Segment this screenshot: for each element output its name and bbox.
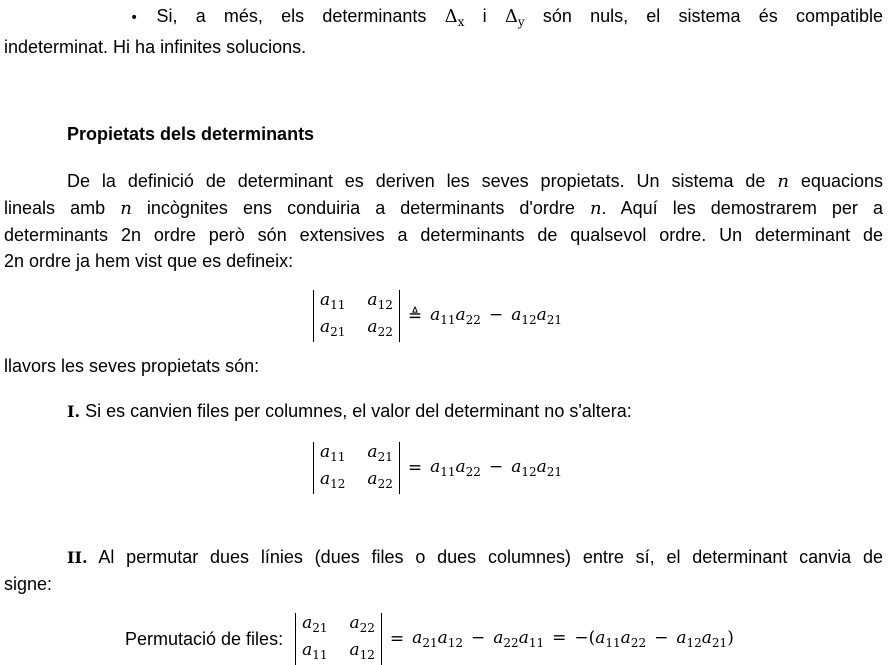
var-n: n bbox=[120, 198, 132, 219]
equals-symbol: = bbox=[407, 458, 423, 478]
permutation-label: Permutació de files: bbox=[125, 628, 284, 649]
var-n: n bbox=[589, 198, 602, 219]
var-n: n bbox=[777, 171, 789, 192]
equation-transpose bbox=[313, 442, 562, 494]
paragraph-line-1: De la definició de determinant es deriven les seves propietats. Un sistema de n equacions bbox=[67, 171, 883, 192]
equation-row-permutation bbox=[125, 613, 734, 665]
bullet-text-start: Si, a més, els determinants bbox=[156, 6, 427, 26]
paragraph-line-4: 2n ordre ja hem vist que es defineix: bbox=[4, 251, 294, 271]
determinant-matrix: $a_{11}$ $a_{21}$ $a_{12}$ $a_{22}$ bbox=[313, 442, 400, 494]
paragraph-line-3: determinants 2n ordre però són extensives a determinants de qualsevol ordre. Un determinant de bbox=[4, 225, 883, 245]
property-1-text: Si es canvien files per columnes, el valor del determinant no s'altera: bbox=[85, 401, 632, 421]
conjunction-i: i bbox=[482, 6, 487, 26]
properties-intro: llavors les seves propietats són: bbox=[4, 356, 260, 376]
property-2-number: II. bbox=[67, 548, 88, 567]
bullet-continuation: indeterminat. Hi ha infinites solucions. bbox=[4, 37, 307, 57]
section-heading: Propietats dels determinants bbox=[67, 124, 315, 144]
equation-determinant-definition bbox=[313, 290, 562, 342]
bullet-text-end: són nuls, el sistema és compatible bbox=[542, 6, 883, 26]
determinant-expansion: $a_{21}a_{12} - a_{22}a_{11} = -(a_{11}a_{22} - a_{12}a_{21})$ bbox=[412, 628, 734, 650]
bullet-line bbox=[130, 5, 883, 33]
determinant-expansion: $a_{11}a_{22} - a_{12}a_{21}$ bbox=[430, 305, 563, 327]
bullet-icon: • bbox=[130, 10, 139, 26]
defined-as-symbol: ≜ bbox=[407, 306, 423, 326]
delta-x: $\Delta_x$ bbox=[444, 6, 465, 29]
paragraph-line-2: lineals amb n incògnites ens conduiria a determinants d'ordre n. Aquí les demostrarem per a bbox=[4, 198, 883, 219]
property-2-continuation: signe: bbox=[4, 574, 53, 594]
delta-y: $\Delta_y$ bbox=[504, 6, 525, 29]
determinant-expansion: $a_{11}a_{22} - a_{12}a_{21}$ bbox=[430, 457, 563, 479]
property-1-number: I. bbox=[67, 402, 81, 421]
property-1 bbox=[67, 400, 888, 423]
property-2: II. Al permutar dues línies (dues files o dues columnes) entre sí, el determinant canvia de bbox=[67, 547, 884, 567]
determinant-matrix: $a_{21}$ $a_{22}$ $a_{11}$ $a_{12}$ bbox=[295, 613, 382, 665]
determinant-matrix: $a_{11}$ $a_{12}$ $a_{21}$ $a_{22}$ bbox=[313, 290, 400, 342]
equals-symbol: = bbox=[389, 629, 405, 649]
